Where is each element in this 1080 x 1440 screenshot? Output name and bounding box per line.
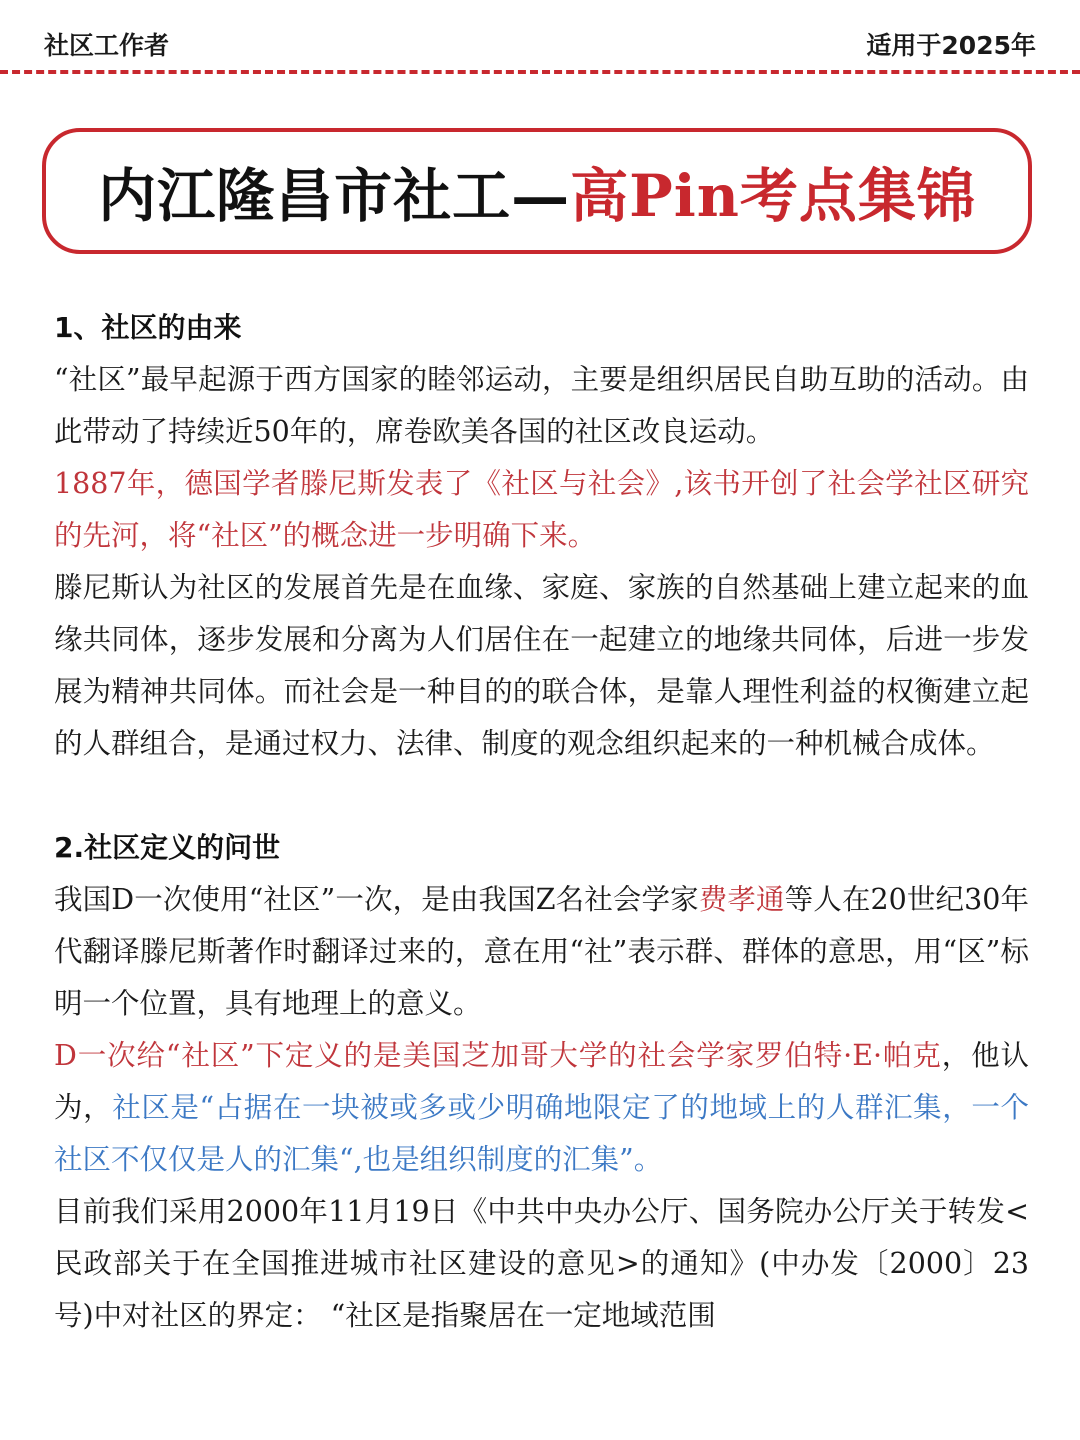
header-right-label: 适用于2025年 bbox=[866, 31, 1036, 60]
dashed-divider bbox=[0, 70, 1080, 74]
header-left-label: 社区工作者 bbox=[44, 31, 170, 60]
section-2-p1-text-a: 我国D一次使用“社区”一次，是由我国Z名社会学家 bbox=[54, 883, 699, 916]
top-bar bbox=[0, 0, 1080, 72]
section-2-p2-text-mid: ，他认为， bbox=[54, 1039, 1029, 1124]
section-1-heading: 1、社区的由来 bbox=[54, 311, 242, 344]
section-1-paragraph-3: 滕尼斯认为社区的发展首先是在血缘、家庭、家族的自然基础上建立起来的血缘共同体，逐步发展和分离为人们居住在一起建立的地缘共同体，后进一步发展为精神共同体。而社会是一种目的的联合体，是靠人理性利益的权衡建立起的人群组合，是通过权力、法律、制度的观念组织起来的一种机械合成体。 bbox=[54, 571, 1029, 760]
section-2-paragraph-1 bbox=[54, 874, 1029, 1030]
page-title bbox=[98, 149, 976, 233]
section-gap bbox=[54, 770, 1029, 822]
section-2-p1-text-b: 等人在20世纪30年代翻译滕尼斯著作时翻译过来的，意在用“社”表示群、群体的意思，用“区”标明一个位置，具有地理上的意义。 bbox=[54, 883, 1029, 1020]
section-2-heading: 2.社区定义的问世 bbox=[54, 831, 281, 864]
article-body bbox=[54, 302, 1029, 1342]
section-2-p1-highlight-name: 费孝通 bbox=[698, 883, 785, 916]
section-1-paragraph-2-highlight: 1887年，德国学者滕尼斯发表了《社区与社会》,该书开创了社会学社区研究的先河，将“社区”的概念进一步明确下来。 bbox=[54, 467, 1029, 552]
section-2-p2-highlight-red: D一次给“社区”下定义的是美国芝加哥大学的社会学家罗伯特·E·帕克 bbox=[54, 1039, 942, 1072]
title-part-red: 高Pin考点集锦 bbox=[570, 162, 976, 230]
section-2-p2-highlight-blue: 社区是“占据在一块被或多或少明确地限定了的地域上的人群汇集，一个社区不仅仅是人的汇集“,也是组织制度的汇集”。 bbox=[54, 1091, 1029, 1176]
section-2-paragraph-3: 目前我们采用2000年11月19日《中共中央办公厅、国务院办公厅关于转发<民政部关于在全国推进城市社区建设的意见>的通知》(中办发〔2000〕23号)中对社区的界定： “社区是指聚居在一定地域范围 bbox=[54, 1195, 1029, 1332]
section-2-paragraph-2 bbox=[54, 1030, 1029, 1186]
section-1-paragraph-1: “社区”最早起源于西方国家的睦邻运动，主要是组织居民自助互助的活动。由此带动了持续近50年的，席卷欧美各国的社区改良运动。 bbox=[54, 363, 1029, 448]
title-box bbox=[42, 128, 1032, 254]
title-part-black: 内江隆昌市社工— bbox=[98, 162, 571, 230]
